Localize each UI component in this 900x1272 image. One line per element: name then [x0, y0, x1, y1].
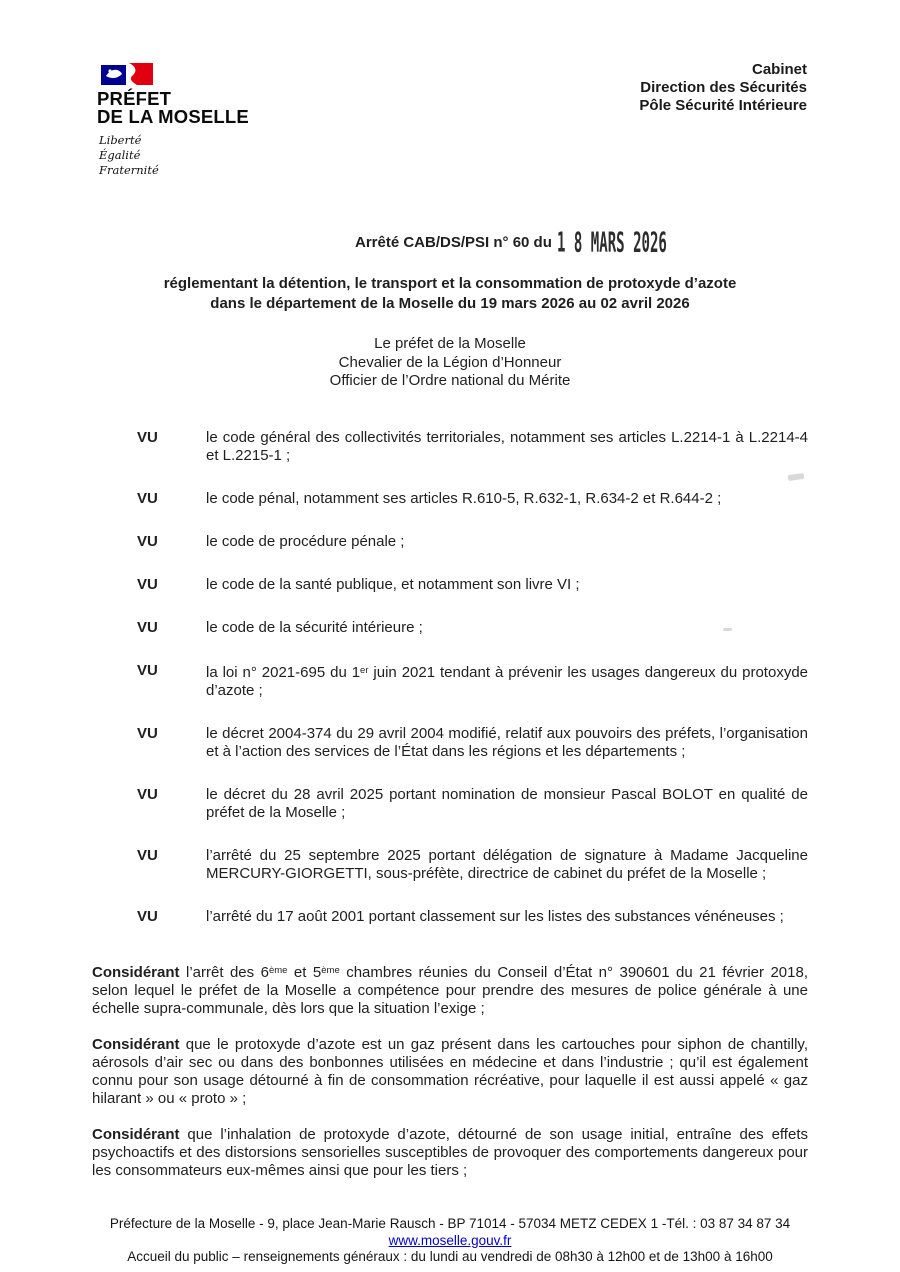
considerant-text: chambres réunies du Conseil d’État n° 390601 du 21 février 2018, selon lequel le préfet de la Moselle a compétence pour prendre des mesures de police générale à une échelle supra-communale, dès lors que la situation l’exige ;	[92, 963, 808, 1017]
vu-text: le code de la santé publique, et notamment son livre VI ;	[206, 576, 580, 593]
authority-line1: Le préfet de la Moselle	[374, 335, 526, 352]
issuing-service	[639, 61, 807, 115]
vu-text-pre: la loi n° 2021-695 du 1	[206, 663, 361, 681]
vu-item	[137, 533, 808, 551]
vu-item	[137, 847, 808, 883]
service-direction: Direction des Sécurités	[640, 79, 807, 96]
republic-motto	[99, 133, 249, 178]
motto-liberte: Liberté	[99, 133, 142, 147]
considerants	[92, 962, 808, 1198]
considerant-text: que le protoxyde d’azote est un gaz présent dans les cartouches pour siphon de chantilly, aérosols d’air sec ou dans des bonbonnes utilisées en médecine et dans l’industrie ; qu’il est également connu pour son usage détourné à fin de consommation récréative, pour laquelle il est aussi appelé « gaz hilarant » ou « proto » ;	[92, 1035, 808, 1107]
decree-subject	[0, 274, 900, 314]
vu-label: VU	[137, 724, 158, 742]
considerant-paragraph	[92, 1036, 808, 1108]
republic-logo	[97, 62, 249, 178]
motto-egalite: Égalité	[99, 148, 141, 162]
vu-label: VU	[137, 619, 158, 636]
vu-item	[137, 429, 808, 465]
vu-label: VU	[137, 576, 158, 593]
website-link[interactable]: www.moselle.gouv.fr	[388, 1232, 512, 1248]
page-footer	[0, 1216, 900, 1266]
authority-line2: Chevalier de la Légion d’Honneur	[338, 353, 562, 371]
vu-item	[137, 786, 808, 822]
vu-text: l’arrêté du 17 août 2001 portant classement sur les listes des substances vénéneuses ;	[206, 907, 784, 925]
decree-subject-line2: dans le département de la Moselle du 19 mars 2026 au 02 avril 2026	[210, 295, 690, 312]
vu-text: le code pénal, notamment ses articles R.610-5, R.632-1, R.634-2 et R.644-2 ;	[206, 490, 722, 507]
vu-label: VU	[137, 907, 158, 925]
vu-label: VU	[137, 662, 158, 679]
vu-label: VU	[137, 490, 158, 507]
considerant-text: et 5	[287, 963, 322, 981]
vu-item	[137, 725, 808, 761]
ordinal-superscript: ème	[268, 965, 288, 976]
vu-label: VU	[137, 429, 158, 446]
prefecture-name-line1: PRÉFET	[97, 88, 172, 109]
authority-line3: Officier de l’Ordre national du Mérite	[329, 372, 571, 389]
vu-text: le code de la sécurité intérieure ;	[206, 619, 423, 636]
motto-fraternite: Fraternité	[99, 163, 159, 177]
service-pole: Pôle Sécurité Intérieure	[639, 97, 807, 114]
vu-item	[137, 576, 808, 594]
service-cabinet: Cabinet	[751, 61, 807, 78]
vu-label: VU	[137, 785, 158, 803]
vu-text: le code de procédure pénale ;	[206, 533, 405, 550]
vu-label: VU	[137, 533, 158, 550]
vu-text: le décret du 28 avril 2025 portant nomination de monsieur Pascal BOLOT en qualité de préfet de la Moselle ;	[206, 785, 808, 821]
vu-text: l’arrêté du 25 septembre 2025 portant délégation de signature à Madame Jacqueline MERCURY-GIORGETTI, sous-préfète, directrice de cabinet du préfet de la Moselle ;	[206, 846, 808, 882]
vu-label: VU	[137, 846, 158, 864]
considerant-paragraph	[92, 962, 808, 1018]
vu-item	[137, 619, 808, 637]
vu-list	[137, 429, 808, 951]
decree-subject-line1: réglementant la détention, le transport et la consommation de protoxyde d’azote	[163, 275, 737, 292]
prefecture-name	[97, 90, 249, 126]
ordinal-superscript: er	[360, 665, 369, 676]
considerant-text: l’arrêt des 6	[179, 963, 269, 981]
date-stamp: 1 8 MARS 2026	[557, 227, 667, 259]
vu-text-post: juin 2021 tendant à prévenir les usages dangereux du protoxyde d’azote ;	[206, 663, 808, 699]
considerant-label: Considérant	[92, 1125, 180, 1143]
considerant-paragraph	[92, 1126, 808, 1180]
considerant-text: que l’inhalation de protoxyde d’azote, détourné de son usage initial, entraîne des effets psychoactifs et des distorsions sensorielles susceptibles de provoquer des comportements dangereux pour les consommateurs eux-mêmes ainsi que pour les tiers ;	[92, 1125, 808, 1179]
french-flag-logo-icon	[101, 62, 155, 87]
footer-hours: Accueil du public – renseignements généraux : du lundi au vendredi de 08h30 à 12h00 et de 13h00 à 16h00	[127, 1249, 773, 1264]
signing-authority	[0, 335, 900, 391]
vu-item	[137, 908, 808, 926]
considerant-label: Considérant	[92, 963, 180, 981]
prefecture-name-line2: DE LA MOSELLE	[97, 106, 249, 127]
footer-address: Préfecture de la Moselle - 9, place Jean-Marie Rausch - BP 71014 - 57034 METZ CEDEX 1 -Tél. : 03 87 34 87 34	[109, 1216, 791, 1231]
scan-artifact	[723, 628, 732, 631]
decree-title: Arrêté CAB/DS/PSI n° 60 du	[355, 234, 552, 251]
vu-text: le décret 2004-374 du 29 avril 2004 modifié, relatif aux pouvoirs des préfets, l’organisation et à l’action des services de l’État dans les régions et les départements ;	[206, 724, 808, 760]
vu-text	[206, 662, 808, 700]
ordinal-superscript: ème	[321, 965, 340, 976]
vu-text: le code général des collectivités territoriales, notamment ses articles L.2214-1 à L.2214-4 et L.2215-1 ;	[206, 429, 808, 464]
vu-item	[137, 662, 808, 700]
considerant-label: Considérant	[92, 1035, 180, 1053]
vu-item	[137, 490, 808, 508]
